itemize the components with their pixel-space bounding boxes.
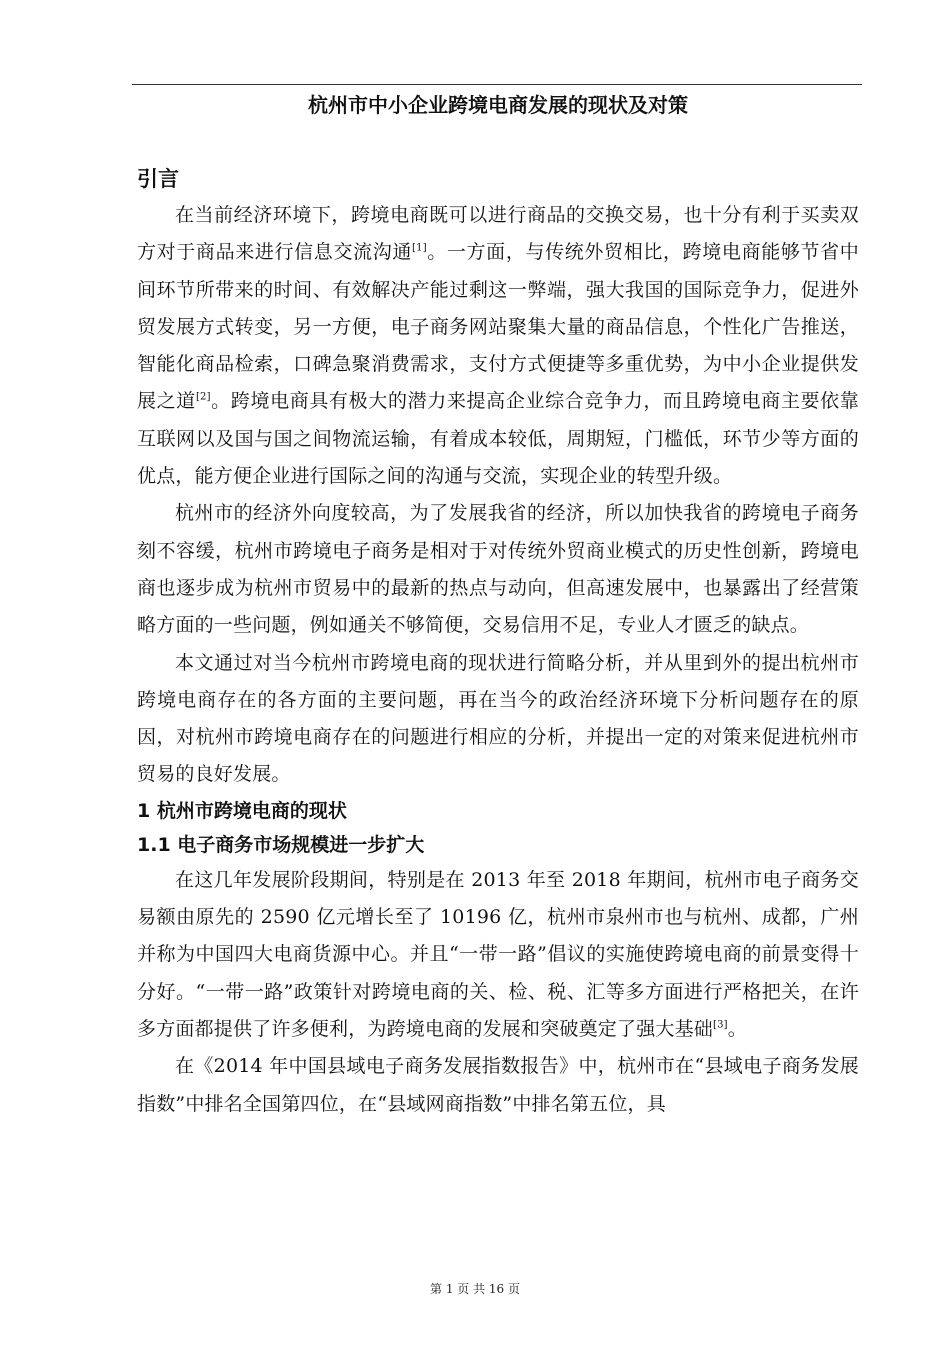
- citation-3: [3]: [713, 1019, 728, 1031]
- intro-heading: 引言: [137, 167, 179, 191]
- document-body: [137, 88, 859, 1123]
- s11-p1-text-a: 在这几年发展阶段期间，特别是在 2013 年至 2018 年期间，杭州市电子商务交易额由原先的 2590 亿元增长至了 10196 亿，杭州市泉州市也与杭州、成都，广州并称为中国四大电商货源中心。并且“一带一路”倡议的实施使跨境电商的前景变得十分好。“一带一路”政策针对跨境电商的关、检、税、汇等多方面进行严格把关，在许多方面都提供了许多便利，为跨境电商的发展和突破奠定了强大基础: [137, 868, 859, 1040]
- citation-1: [1]: [412, 242, 427, 254]
- intro-paragraph-2: 杭州市的经济外向度较高，为了发展我省的经济，所以加快我省的跨境电子商务刻不容缓，杭州市跨境电子商务是相对于对传统外贸商业模式的历史性创新，跨境电商也逐步成为杭州市贸易中的最新的热点与动向，但高速发展中，也暴露出了经营策略方面的一些问题，例如通关不够简便，交易信用不足，专业人才匮乏的缺点。: [137, 502, 859, 637]
- document-title: 杭州市中小企业跨境电商发展的现状及对策: [308, 93, 688, 117]
- page-footer: 第 1 页 共 16 页: [430, 1282, 520, 1296]
- section-1-heading: 1 杭州市跨境电商的现状: [137, 799, 347, 822]
- section-1-1-heading: 1.1 电子商务市场规模进一步扩大: [137, 833, 425, 856]
- intro-p1-text-b: 。一方面，与传统外贸相比，跨境电商能够节省中间环节所带来的时间、有效解决产能过剩这一弊端，强大我国的国际竞争力，促进外贸发展方式转变，另一方便，电子商务网站聚集大量的商品信息，个性化广告推送，智能化商品检索，口碑急聚消费需求，支付方式便捷等多重优势，为中小企业提供发展之道: [137, 241, 859, 413]
- s11-p1-text-b: 。: [727, 1017, 747, 1040]
- intro-p1-text-a: 在当前经济环境下，跨境电商既可以进行商品的交换交易，也十分有利于买卖双方对于商品来进行信息交流沟通: [137, 204, 859, 264]
- section-1-1-paragraph-2: 在《2014 年中国县域电子商务发展指数报告》中，杭州市在“县域电子商务发展指数”中排名全国第四位，在“县域网商指数”中排名第五位，具: [137, 1055, 859, 1115]
- header-rule: [132, 84, 862, 85]
- intro-p1-text-c: 。跨境电商具有极大的潜力来提高企业综合竞争力，而且跨境电商主要依靠互联网以及国与国之间物流运输，有着成本较低，周期短，门槛低，环节少等方面的优点，能方便企业进行国际之间的沟通与交流，实现企业的转型升级。: [137, 390, 859, 488]
- section-1-1-paragraph-1: [137, 862, 859, 1048]
- intro-paragraph-1: [137, 197, 859, 495]
- intro-paragraph-3: 本文通过对当今杭州市跨境电商的现状进行简略分析，并从里到外的提出杭州市跨境电商存在的各方面的主要问题，再在当今的政治经济环境下分析问题存在的原因，对杭州市跨境电商存在的问题进行相应的分析，并提出一定的对策来促进杭州市贸易的良好发展。: [137, 651, 859, 786]
- citation-2: [2]: [195, 392, 211, 404]
